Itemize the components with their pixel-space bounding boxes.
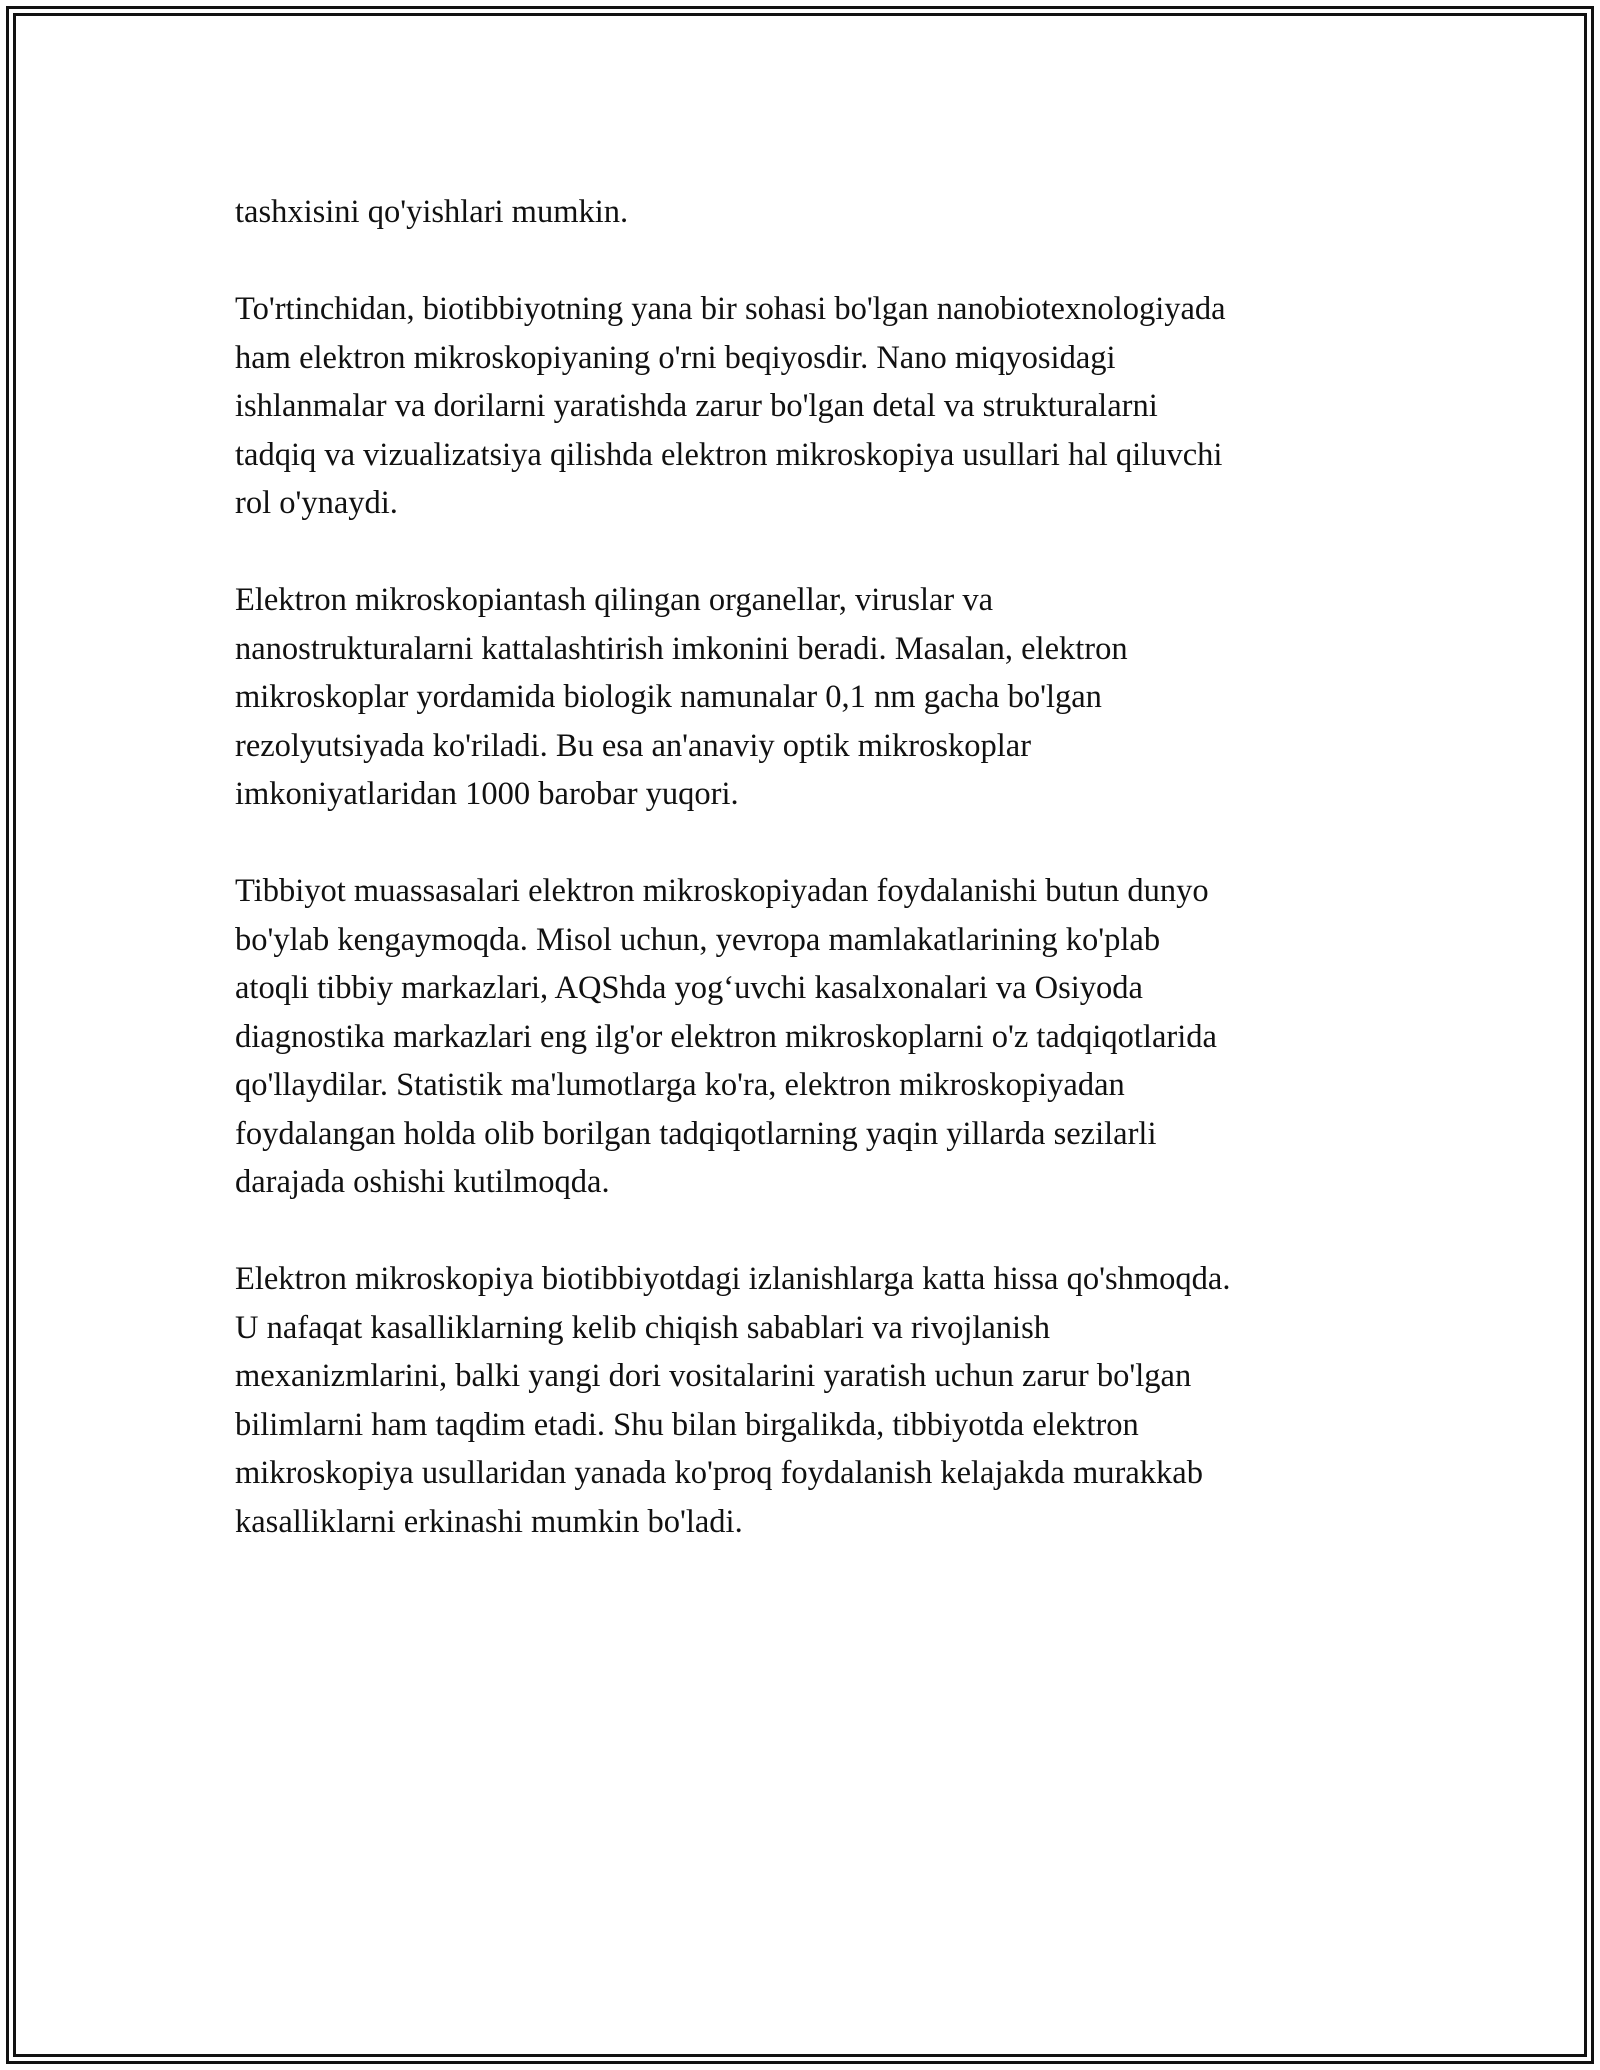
paragraph-5: Elektron mikroskopiya biotibbiyotdagi izlanishlarga katta hissa qo'shmoqda. U nafaqat kasalliklarning kelib chiqish sabablari va rivojlanish mexanizmlarini, balki yangi dori vositalarini yaratish uchun zarur bo'lgan bilimlarni ham taqdim etadi. Shu bilan birgalikda, tibbiyotda elektron mikroskopiya usullaridan yanada ko'proq foydalanish kelajakda murakkab kasalliklarni erkinashi mumkin bo'ladi. (235, 1261, 1231, 1540)
paragraph-4: Tibbiyot muassasalari elektron mikroskopiyadan foydalanishi butun dunyo bo'ylab kengaymoqda. Misol uchun, yevropa mamlakatlarining ko'plab atoqli tibbiy markazlari, AQShda yog‘uvchi kasalxonalari va Osiyoda diagnostika markazlari eng ilg'or elektron mikroskoplarni o'z tadqiqotlarida qo'llaydilar. Statistik ma'lumotlarga ko'ra, elektron mikroskopiyadan foydalangan holda olib borilgan tadqiqotlarning yaqin yillarda sezilarli darajada oshishi kutilmoqda. (235, 873, 1217, 1200)
paragraph-2: To'rtinchidan, biotibbiyotning yana bir sohasi bo'lgan nanobiotexnologiyada ham elektron mikroskopiyaning o'rni beqiyosdir. Nano miqyosidagi ishlanmalar va dorilarni yaratishda zarur bo'lgan detal va strukturalarni tadqiq va vizualizatsiya qilishda elektron mikroskopiya usullari hal qiluvchi rol o'ynaydi. (235, 291, 1226, 521)
paragraph-1: tashxisini qo'yishlari mumkin. (235, 194, 629, 230)
document-body (235, 188, 1385, 1595)
paragraph-3: Elektron mikroskopiantash qilingan organellar, viruslar va nanostrukturalarni kattalashtirish imkonini beradi. Masalan, elektron mikroskoplar yordamida biologik namunalar 0,1 nm gacha bo'lgan rezolyutsiyada ko'riladi. Bu esa an'anaviy optik mikroskoplar imkoniyatlaridan 1000 barobar yuqori. (235, 582, 1128, 812)
